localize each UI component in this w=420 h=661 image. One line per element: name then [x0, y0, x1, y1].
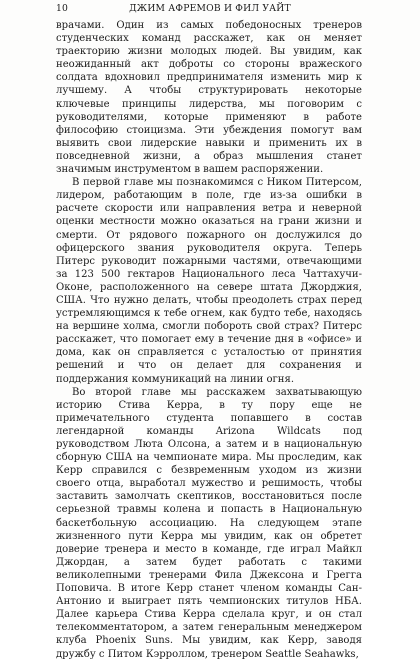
paragraph-1: врачами. Один из самых победоносных тренеров студенческих команд расскажет, как он меняет траекторию жизни молодых людей. Вы увидим, как неожиданный акт доброты со стороны вражеского солдата вдохновил предпринимателя изменить мир к лучшему. А чтобы структурировать некоторые ключевые принципы лидерства, мы поговорим с руководителями, которые применяют в работе философию стоицизма. Эти убеждения помогут вам выявить свои лидерские навыки и применить их в повседневной жизни, а образ мышления станет значимым инструментом в вашем распоряжении. — [56, 20, 362, 176]
paragraph-2: В первой главе мы познакомимся с Ником Питерсом, лидером, работающим в поле, где из-за ошибки в расчете скорости или направления ветра и неверной оценки местности можно оказаться на грани жизни и смерти. От рядового пожарного он дослужился до офицерского звания руководителя округа. Теперь Питерс руководит пожарными частями, отвечающими за 123 500 гектаров Национального леса Чаттахучи-Оконе, расположенного на севере штата Джорджия, США. Что нужно делать, чтобы преодолеть страх перед устремляющимся к тебе огнем, как будто тебе, находясь на вершине холма, смогли побороть свой страх? Питерс расскажет, что помогает ему в течение дня в «офисе» и дома, как он справляется с усталостью от принятия решений и что он делает для сохранения и поддержания коммуникаций на линии огня. — [56, 177, 362, 385]
page-number: 10 — [56, 3, 69, 14]
running-header — [56, 3, 364, 15]
body-text — [56, 19, 362, 661]
running-title: ДЖИМ АФРЕМОВ И ФИЛ УАЙТ — [129, 3, 291, 14]
paragraph-3: Во второй главе мы расскажем захватывающую историю Стива Керра, в ту пору еще не примечательного студента попавшего в состав легендарной команды Arizona Wildcats под руководством Люта Олсона, а затем и в национальную сборную США на чемпионате мира. Мы проследим, как Керр справился с безвременным уходом из жизни своего отца, выработал мужество и решимость, чтобы заставить замолчать скептиков, восстановиться после серьезной травмы колена и попасть в Национальную баскетбольную ассоциацию. На следующем этапе жизненного пути Керра мы увидим, как он обретет доверие тренера и место в команде, где играл Майкл Джордан, а затем будет работать с такими великолепными тренерами Фила Джексона и Грегга Поповича. В итоге Керр станет членом команды Сан-Антонио и выиграет пять чемпионских титулов НБА. Далее карьера Стива Керра сделала круг, и он стал телекомментатором, а затем генеральным менеджером клуба Phoenix Suns. Мы увидим, как Керр, заводя дружбу с Питом Кэрроллом, тренером Seattle Seahawks, — [56, 386, 362, 660]
